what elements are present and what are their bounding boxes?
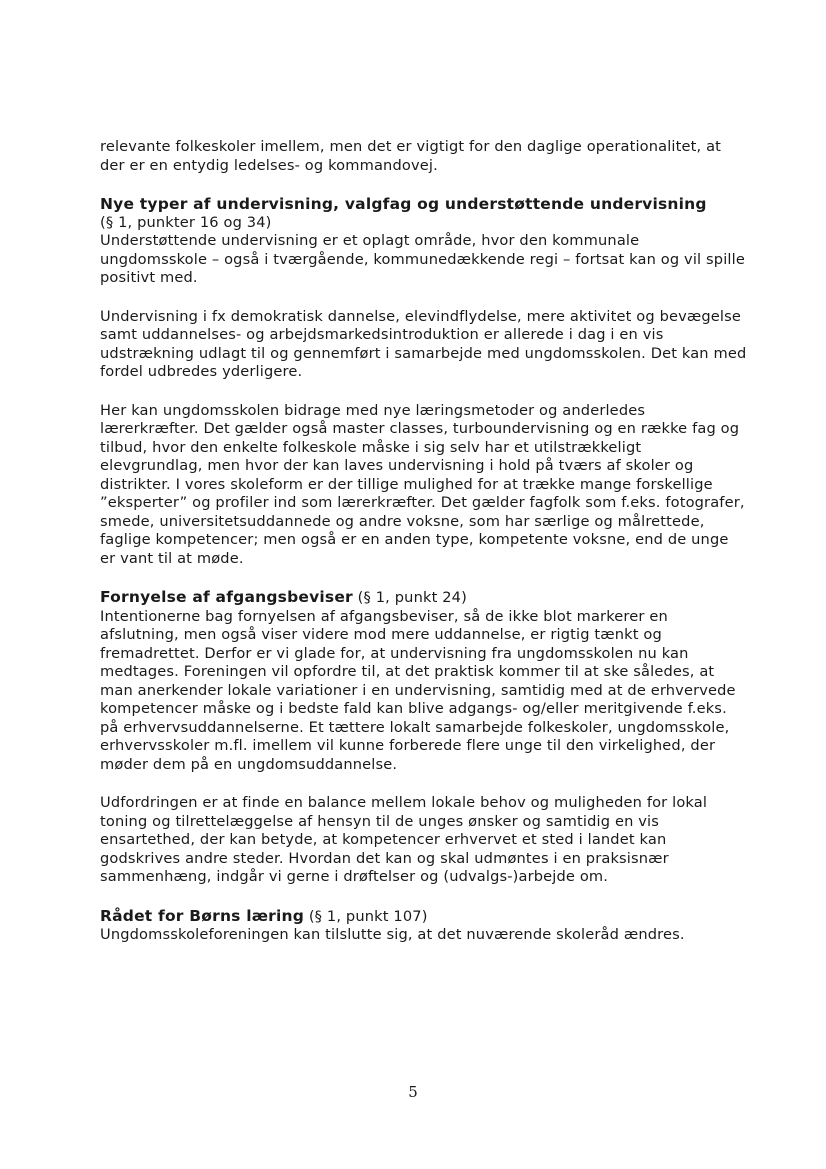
page-number: 5 xyxy=(408,1083,418,1101)
section-paragraph: Her kan ungdomsskolen bidrage med nye læringsmetoder og anderledes lærerkræfter. Det gælder også master classes, turboundervisning og en række fag og tilbud, hvor den enkelte folkeskole måske i sig selv har et utilstrækkeligt elevgrundlag, men hvor der kan laves undervisning i hold på tværs af skoler og distrikter. I vores skoleform er der tillige mulighed for at trække mange forskellige ”eksperter” og profiler ind som lærerkræfter. Det gælder fagfolk som f.eks. fotografer, smede, universitetsuddannede og andre voksne, som har særlige og målrettede, faglige kompetencer; men også er en anden type, kompetente voksne, end de unge er vant til at møde. xyxy=(100,401,745,567)
section-heading: Fornyelse af afgangsbeviser xyxy=(100,588,353,606)
section-reference: (§ 1, punkt 107) xyxy=(308,907,428,925)
section-diplomas xyxy=(100,588,748,887)
section-childrens-learning-council xyxy=(100,907,748,945)
section-title-line xyxy=(100,588,748,608)
section-paragraph: Understøttende undervisning er et oplagt område, hvor den kommunale ungdomsskole – også i tværgående, kommunedækkende regi – fortsat kan og vil spille positivt med. xyxy=(100,232,745,286)
section-heading: Nye typer af undervisning, valgfag og understøttende undervisning xyxy=(100,195,707,213)
section-title-line xyxy=(100,907,748,927)
section-reference: (§ 1, punkter 16 og 34) xyxy=(100,213,272,231)
section-heading: Rådet for Børns læring xyxy=(100,906,305,925)
intro-paragraph: relevante folkeskoler imellem, men det er vigtigt for den daglige operationalitet, at der er en entydig ledelses- og kommandovej. xyxy=(100,138,722,174)
section-paragraph: Udfordringen er at finde en balance mellem lokale behov og muligheden for lokal toning og tilrettelæggelse af hensyn til de unges ønsker og samtidig en vis ensartethed, der kan betyde, at kompetencer erhvervet et sted i landet kan godskrives andre steder. Hvordan det kan og skal udmøntes i en praksisnær sammenhæng, indgår vi gerne i drøftelser og (udvalgs-)arbejde om. xyxy=(100,794,708,885)
section-paragraph: Undervisning i fx demokratisk dannelse, elevindflydelse, mere aktivitet og bevægelse samt uddannelses- og arbejdsmarkedsintroduktion er allerede i dag i en vis udstrækning udlagt til og gennemført i samarbejde med ungdomsskolen. Det kan med fordel udbredes yderligere. xyxy=(100,307,747,380)
document-body xyxy=(100,138,748,965)
section-new-teaching-types xyxy=(100,195,748,568)
section-paragraph: Intentionerne bag fornyelsen af afgangsbeviser, så de ikke blot markerer en afslutning, men også viser videre mod mere uddannelse, er rigtig tænkt og fremadrettet. Derfor er vi glade for, at undervisning fra ungdomsskolen nu kan medtages. Foreningen vil opfordre til, at det praktisk kommer til at ske således, at man anerkender lokale variationer i en undervisning, samtidig med at de erhvervede kompetencer måske og i bedste fald kan blive adgangs- og/eller meritgivende f.eks. på erhvervsuddannelserne. Et tættere lokalt samarbejde folkeskoler, ungdomsskole, erhvervsskoler m.fl. imellem vil kunne forberede flere unge til den virkelighed, der møder dem på en ungdomsuddannelse. xyxy=(100,607,736,773)
section-paragraph: Ungdomsskoleforeningen kan tilslutte sig, at det nuværende skoleråd ændres. xyxy=(100,926,685,943)
section-reference: (§ 1, punkt 24) xyxy=(357,589,467,606)
